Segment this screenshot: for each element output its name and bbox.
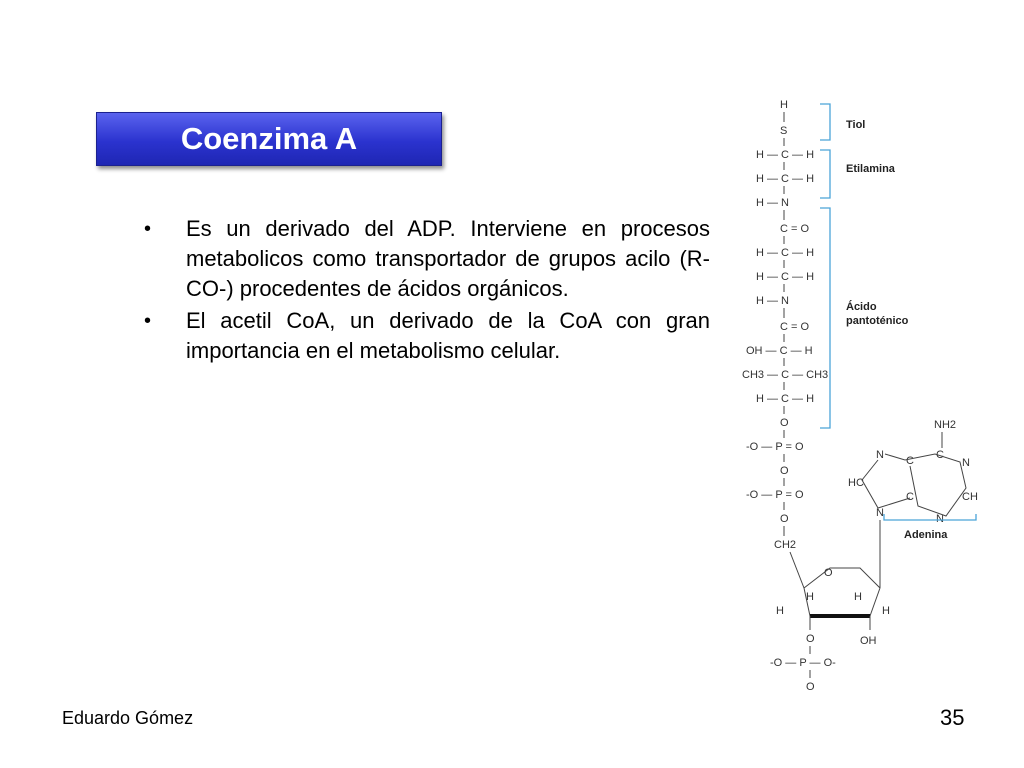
- slide-title: Coenzima A: [180, 121, 358, 156]
- atom-o-2: O: [780, 465, 789, 477]
- atom-o-3: O: [780, 513, 789, 525]
- bullet-dot-icon: •: [144, 310, 152, 332]
- ring-o: O: [824, 567, 833, 579]
- group-co-2: C = O: [780, 321, 810, 333]
- group-hch-2: H — C — H: [756, 173, 815, 185]
- group-co-1: C = O: [780, 223, 810, 235]
- group-ohch: OH — C — H: [746, 345, 813, 357]
- ring-o-2: O: [806, 633, 815, 645]
- adenine-n-1: N: [876, 449, 884, 461]
- group-hn-2: H — N: [756, 295, 789, 307]
- ring-phosphate: -O — P — O-: [770, 657, 836, 669]
- group-hch-1: H — C — H: [756, 149, 815, 161]
- adenine-nh2: NH2: [934, 419, 957, 431]
- coenzyme-a-structure-diagram: [730, 88, 1000, 698]
- atom-h: H: [780, 99, 788, 111]
- label-acido: Ácido: [846, 301, 877, 313]
- author-name: Eduardo Gómez: [62, 708, 194, 728]
- group-opo-2: -O — P = O: [746, 489, 804, 501]
- adenine-c-3: C: [906, 491, 914, 503]
- bullet-text: Es un derivado del ADP. Interviene en procesos metabolicos como transportador de grupos acilo (R-CO-) procedentes de ácidos orgánicos.: [186, 216, 710, 301]
- ring-h-1: H: [806, 591, 814, 603]
- slide-title-box: [96, 112, 442, 166]
- bullet-item: [140, 306, 710, 366]
- label-pantotenico: pantoténico: [846, 315, 909, 327]
- bullet-text: El acetil CoA, un derivado de la CoA con gran importancia en el metabolismo celular.: [186, 308, 710, 363]
- label-adenina: Adenina: [904, 529, 948, 541]
- adenine-n-2: N: [962, 457, 970, 469]
- ring-h-3: H: [776, 605, 784, 617]
- bullet-dot-icon: •: [144, 218, 152, 240]
- bullet-list: [140, 214, 710, 368]
- label-tiol: Tiol: [846, 119, 866, 131]
- group-ch3cch3: CH3 — C — CH3: [742, 369, 829, 381]
- ring-h-2: H: [854, 591, 862, 603]
- adenine-n-4: N: [936, 513, 944, 525]
- group-hch-3: H — C — H: [756, 247, 815, 259]
- atom-s: S: [780, 125, 788, 137]
- bullet-item: [140, 214, 710, 304]
- ring-h-4: H: [882, 605, 890, 617]
- ring-oh: OH: [860, 635, 877, 647]
- group-hn-1: H — N: [756, 197, 789, 209]
- page-number: 35: [940, 705, 965, 730]
- atom-o-1: O: [780, 417, 789, 429]
- adenine-hc: HC: [848, 477, 864, 489]
- adenine-c-2: C: [936, 449, 944, 461]
- group-ch2: CH2: [774, 539, 797, 551]
- adenine-c-1: C: [906, 455, 914, 467]
- adenine-ch: CH: [962, 491, 978, 503]
- adenine-n-3: N: [876, 507, 884, 519]
- label-etilamina: Etilamina: [846, 163, 895, 175]
- group-opo-1: -O — P = O: [746, 441, 804, 453]
- ring-o-bottom: O: [806, 681, 815, 693]
- group-hch-4: H — C — H: [756, 271, 815, 283]
- group-hch-5: H — C — H: [756, 393, 815, 405]
